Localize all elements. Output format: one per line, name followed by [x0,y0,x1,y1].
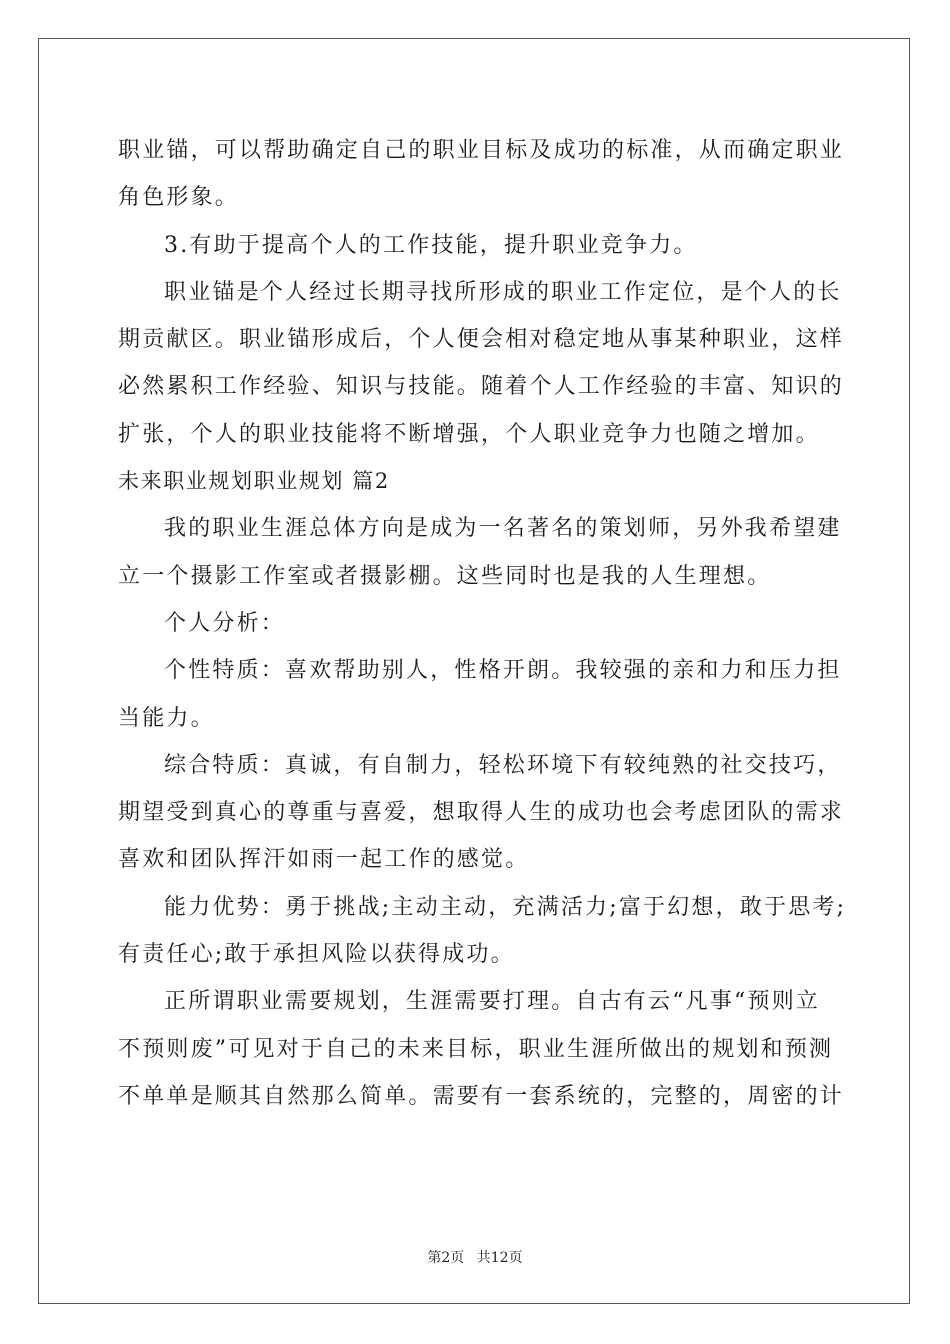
paragraph-line: 综合特质：真诚，有自制力，轻松环境下有较纯熟的社交技巧， [164,752,842,778]
paragraph-line: 喜欢和团队挥汗如雨一起工作的感觉。 [118,847,530,873]
paragraph-line: 期望受到真心的尊重与喜爱，想取得人生的成功也会考虑团队的需求 [118,800,845,826]
current-page-number: 第2页 [427,1250,465,1266]
paragraph-line: 能力优势：勇于挑战;主动主动，充满活力;富于幻想，敢于思考; [164,894,847,920]
paragraph-line: 角色形象。 [118,185,240,211]
paragraph-line: 立一个摄影工作室或者摄影棚。这些同时也是我的人生理想。 [118,563,772,589]
paragraph-line: 不单单是顺其自然那么简单。需要有一套系统的，完整的，周密的计 [118,1083,845,1109]
list-item-3: 3.有助于提高个人的工作技能，提升职业竞争力。 [164,232,698,258]
paragraph-line: 个人分析： [164,610,286,636]
document-body [118,127,847,1120]
paragraph-line: 有责任心;敢于承担风险以获得成功。 [118,942,515,968]
total-page-count: 共12页 [476,1250,523,1266]
paragraph-line: 我的职业生涯总体方向是成为一名著名的策划师，另外我希望建 [164,516,842,542]
section-heading: 未来职业规划职业规划 篇2 [118,469,390,494]
paragraph-line: 扩张，个人的职业技能将不断增强，个人职业竞争力也随之增加。 [118,421,820,447]
paragraph-line: 期贡献区。职业锚形成后，个人便会相对稳定地从事某种职业，这样 [118,327,845,353]
paragraph-line: 个性特质：喜欢帮助别人，性格开朗。我较强的亲和力和压力担 [164,658,842,684]
paragraph-line: 当能力。 [118,705,215,731]
paragraph-line: 不预则废”可见对于自己的未来目标，职业生涯所做出的规划和预测 [118,1036,834,1062]
paragraph-line: 职业锚，可以帮助确定自己的职业目标及成功的标准，从而确定职业 [118,138,845,163]
page-footer [0,1247,950,1267]
paragraph-line: 必然累积工作经验、知识与技能。随着个人工作经验的丰富、知识的 [118,374,845,400]
paragraph-line: 正所谓职业需要规划，生涯需要打理。自古有云“凡事“预则立 [164,989,821,1015]
paragraph-line: 职业锚是个人经过长期寻找所形成的职业工作定位，是个人的长 [164,279,842,305]
